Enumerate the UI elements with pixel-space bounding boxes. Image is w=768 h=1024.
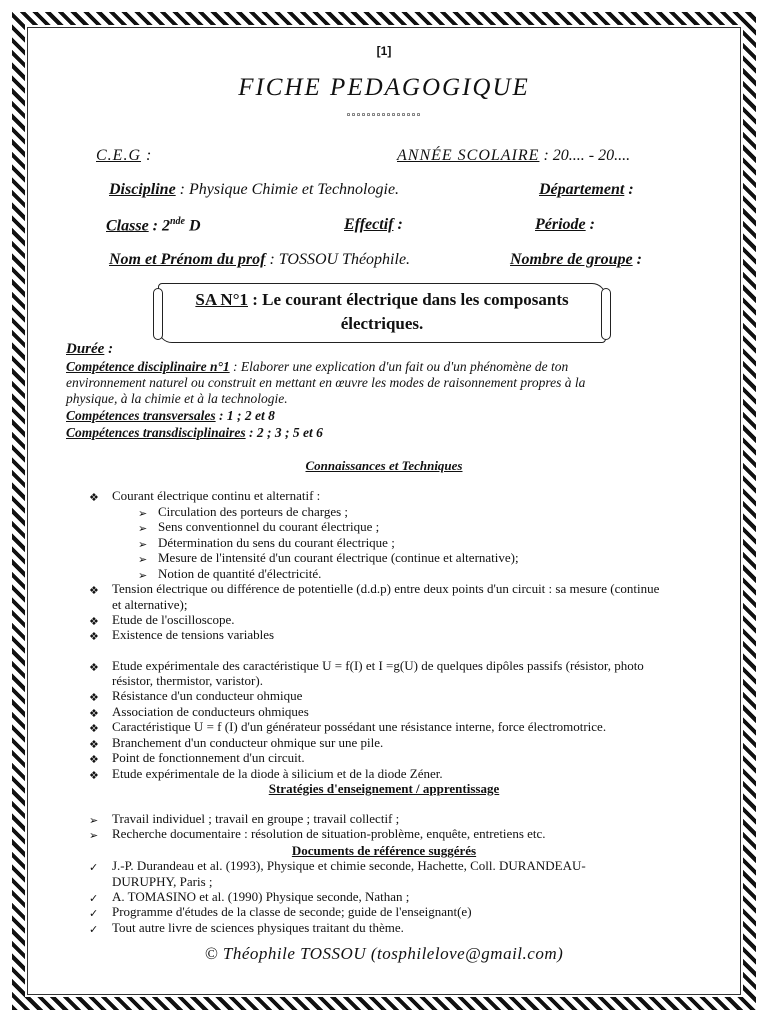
sa-label: SA N°1 — [195, 290, 248, 309]
duree-separator: : — [104, 341, 114, 357]
ceg-separator: : — [141, 147, 153, 164]
arrow-bullet-icon: ➢ — [89, 829, 99, 842]
transdisc-value: : 2 ; 3 ; 5 et 6 — [245, 425, 323, 440]
diamond-bullet-icon: ❖ — [89, 615, 99, 628]
list-item: Notion de quantité d'électricité. — [158, 566, 322, 581]
competences-transversales — [66, 408, 275, 424]
arrow-bullet-icon: ➢ — [138, 538, 148, 551]
diamond-bullet-icon: ❖ — [89, 722, 99, 735]
diamond-bullet-icon: ❖ — [89, 661, 99, 674]
strategies-title: Stratégies d'enseignement / apprentissage — [268, 781, 500, 796]
sa-text: : Le courant électrique dans les composants électriques. — [248, 290, 569, 333]
discipline-field — [109, 181, 399, 199]
classe-prefix: : 2 — [148, 217, 170, 235]
list-item: Résistance d'un conducteur ohmique — [112, 688, 303, 703]
list-item: Tension électrique ou différence de potentielle (d.d.p) entre deux points d'un circuit : sa mesure (continue — [112, 581, 660, 596]
list-item: Etude de l'oscilloscope. — [112, 612, 235, 627]
check-bullet-icon: ✓ — [89, 861, 99, 874]
classe-field — [106, 216, 201, 235]
list-item: Circulation des porteurs de charges ; — [158, 504, 349, 519]
duree-label: Durée — [66, 341, 105, 357]
annee-value: : 20.... - 20.... — [539, 147, 631, 164]
list-item: Point de fonctionnement d'un circuit. — [112, 750, 305, 765]
diamond-bullet-icon: ❖ — [89, 738, 99, 751]
arrow-bullet-icon: ➢ — [89, 814, 99, 827]
departement-label: Département — [539, 181, 625, 198]
page-title: FICHE PEDAGOGIQUE — [238, 74, 530, 101]
classe-label: Classe — [106, 217, 149, 235]
list-item: Sens conventionnel du courant électrique ; — [158, 519, 380, 534]
classe-superscript: nde — [170, 216, 185, 227]
ceg-label: C.E.G — [96, 147, 141, 164]
references-title: Documents de référence suggérés — [291, 843, 477, 858]
list-item: Recherche documentaire : résolution de situation-problème, enquête, entretiens etc. — [112, 826, 546, 841]
effectif-label: Effectif — [344, 216, 394, 233]
competence-text-1: : Elaborer une explication d'un fait ou d'un phénomène de ton — [229, 359, 569, 374]
periode-label: Période — [535, 216, 586, 233]
diamond-bullet-icon: ❖ — [89, 491, 99, 504]
arrow-bullet-icon: ➢ — [138, 569, 148, 582]
list-item: Programme d'études de la classe de seconde; guide de l'enseignant(e) — [112, 904, 472, 919]
connaissances-title: Connaissances et Techniques — [305, 458, 463, 473]
check-bullet-icon: ✓ — [89, 923, 99, 936]
list-item-continuation: et alternative); — [112, 597, 188, 612]
list-item: Tout autre livre de sciences physiques traitant du thème. — [112, 920, 404, 935]
arrow-bullet-icon: ➢ — [138, 553, 148, 566]
sa-title — [169, 288, 595, 336]
departement-separator: : — [624, 181, 634, 198]
competence-line-3: physique, à la chimie et à la technologie. — [66, 391, 288, 406]
effectif-separator: : — [393, 216, 403, 233]
list-item: Travail individuel ; travail en groupe ; travail collectif ; — [112, 811, 400, 826]
diamond-bullet-icon: ❖ — [89, 769, 99, 782]
classe-suffix: D — [185, 217, 201, 235]
discipline-value: : Physique Chimie et Technologie. — [175, 181, 400, 198]
list-item: Existence de tensions variables — [112, 627, 275, 642]
periode-separator: : — [585, 216, 595, 233]
list-item-continuation: DURUPHY, Paris ; — [112, 874, 213, 889]
competence-line-1 — [66, 359, 568, 375]
list-item-continuation: résistor, thermistor, varistor). — [112, 673, 263, 688]
competences-transdisciplinaires — [66, 425, 323, 441]
diamond-bullet-icon: ❖ — [89, 753, 99, 766]
list-item: Etude expérimentale des caractéristique U = f(I) et I =g(U) de quelques dipôles passifs (résistor, photo — [112, 658, 644, 673]
list-item: Caractéristique U = f (I) d'un générateur possédant une résistance interne, force électromotrice. — [112, 719, 607, 734]
transversales-value: : 1 ; 2 et 8 — [215, 408, 275, 423]
footer-copyright: © Théophile TOSSOU (tosphilelove@gmail.com) — [204, 944, 564, 963]
periode-field — [535, 216, 595, 234]
prof-value: : TOSSOU Théophile. — [265, 251, 411, 268]
list-item: Association de conducteurs ohmiques — [112, 704, 309, 719]
list-item: Branchement d'un conducteur ohmique sur une pile. — [112, 735, 384, 750]
list-item: J.-P. Durandeau et al. (1993), Physique et chimie seconde, Hachette, Coll. DURANDEAU- — [112, 858, 586, 873]
effectif-field — [344, 216, 403, 234]
annee-scolaire-field — [397, 147, 630, 165]
sa-scroll-banner — [158, 283, 606, 343]
arrow-bullet-icon: ➢ — [138, 507, 148, 520]
list-item: A. TOMASINO et al. (1990) Physique seconde, Nathan ; — [112, 889, 410, 904]
check-bullet-icon: ✓ — [89, 892, 99, 905]
discipline-label: Discipline — [109, 181, 176, 198]
competence-line-2: environnement naturel ou construit en mettant en œuvre les modes de raisonnement propres à la — [66, 375, 586, 390]
check-bullet-icon: ✓ — [89, 907, 99, 920]
list-item: Courant électrique continu et alternatif : — [112, 488, 321, 503]
prof-field — [109, 251, 410, 269]
groupe-field — [510, 251, 642, 269]
diamond-bullet-icon: ❖ — [89, 691, 99, 704]
groupe-label: Nombre de groupe — [510, 251, 633, 268]
ceg-field — [96, 147, 152, 165]
prof-label: Nom et Prénom du prof — [109, 251, 266, 268]
list-item: Etude expérimentale de la diode à silicium et de la diode Zéner. — [112, 766, 443, 781]
annee-label: ANNÉE SCOLAIRE — [397, 147, 540, 164]
transdisc-label: Compétences transdisciplinaires — [66, 425, 246, 440]
competence-label: Compétence disciplinaire n°1 — [66, 359, 230, 374]
diamond-bullet-icon: ❖ — [89, 707, 99, 720]
list-item: Détermination du sens du courant électrique ; — [158, 535, 395, 550]
arrow-bullet-icon: ➢ — [138, 522, 148, 535]
title-ornament: °°°°°°°°°°°°°°° — [346, 112, 422, 123]
duree-field — [66, 341, 113, 358]
page-number: [1] — [376, 44, 392, 58]
diamond-bullet-icon: ❖ — [89, 584, 99, 597]
departement-field — [539, 181, 634, 199]
transversales-label: Compétences transversales — [66, 408, 216, 423]
groupe-separator: : — [632, 251, 642, 268]
list-item: Mesure de l'intensité d'un courant électrique (continue et alternative); — [158, 550, 519, 565]
diamond-bullet-icon: ❖ — [89, 630, 99, 643]
